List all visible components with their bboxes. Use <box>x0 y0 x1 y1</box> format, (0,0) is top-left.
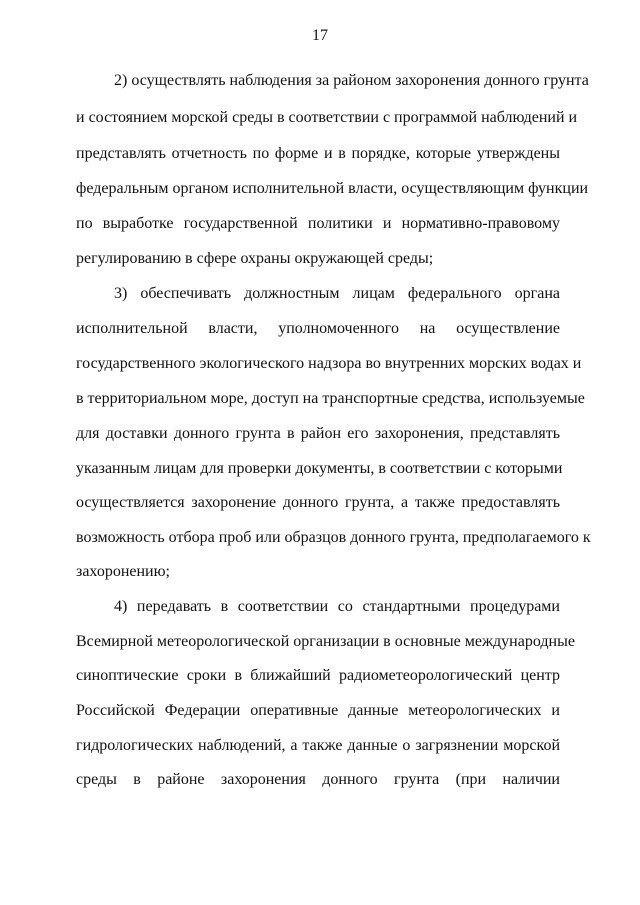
paragraph-3-line-1: 3) обеспечивать должностным лицам федерального органа <box>114 285 560 302</box>
paragraph-4-line-2: Всемирной метеорологической организации в основные международные <box>76 633 575 650</box>
paragraph-3-line-3: государственного экологического надзора во внутренних морских водах и <box>76 355 582 372</box>
paragraph-4-line-5: гидрологических наблюдений, а также данные о загрязнении морской <box>76 737 560 754</box>
paragraph-3-line-6: указанным лицам для проверки документы, в соответствии с которыми <box>76 460 563 477</box>
paragraph-4-line-3: синоптические сроки в ближайший радиометеорологический центр <box>76 667 560 684</box>
paragraph-3-line-2: исполнительной власти, уполномоченного на осуществление <box>76 320 560 337</box>
paragraph-2-line-5: по выработке государственной политики и нормативно-правовому <box>76 215 560 232</box>
paragraph-2-line-2: и состоянием морской среды в соответствии с программой наблюдений и <box>76 109 578 126</box>
paragraph-3-line-4: в территориальном море, доступ на транспортные средства, используемые <box>76 390 585 407</box>
paragraph-4-line-4: Российской Федерации оперативные данные метеорологических и <box>76 702 560 719</box>
paragraph-3-line-7: осуществляется захоронение донного грунта, а также предоставлять <box>76 494 560 511</box>
page-number: 17 <box>312 27 328 44</box>
paragraph-3-line-5: для доставки донного грунта в район его захоронения, представлять <box>76 425 560 442</box>
paragraph-2-line-4: федеральным органом исполнительной власти, осуществляющим функции <box>76 180 589 197</box>
paragraph-3-line-8: возможность отбора проб или образцов донного грунта, предполагаемого к <box>76 529 591 546</box>
paragraph-3-line-9: захоронению; <box>76 563 170 580</box>
paragraph-4-line-6: среды в районе захоронения донного грунта (при наличии <box>76 771 560 788</box>
paragraph-2-line-3: представлять отчетность по форме и в порядке, которые утверждены <box>76 145 560 162</box>
paragraph-4-line-1: 4) передавать в соответствии со стандартными процедурами <box>114 598 560 615</box>
paragraph-2-line-1: 2) осуществлять наблюдения за районом захоронения донного грунта <box>114 72 589 89</box>
paragraph-2-line-6: регулированию в сфере охраны окружающей среды; <box>76 250 434 267</box>
